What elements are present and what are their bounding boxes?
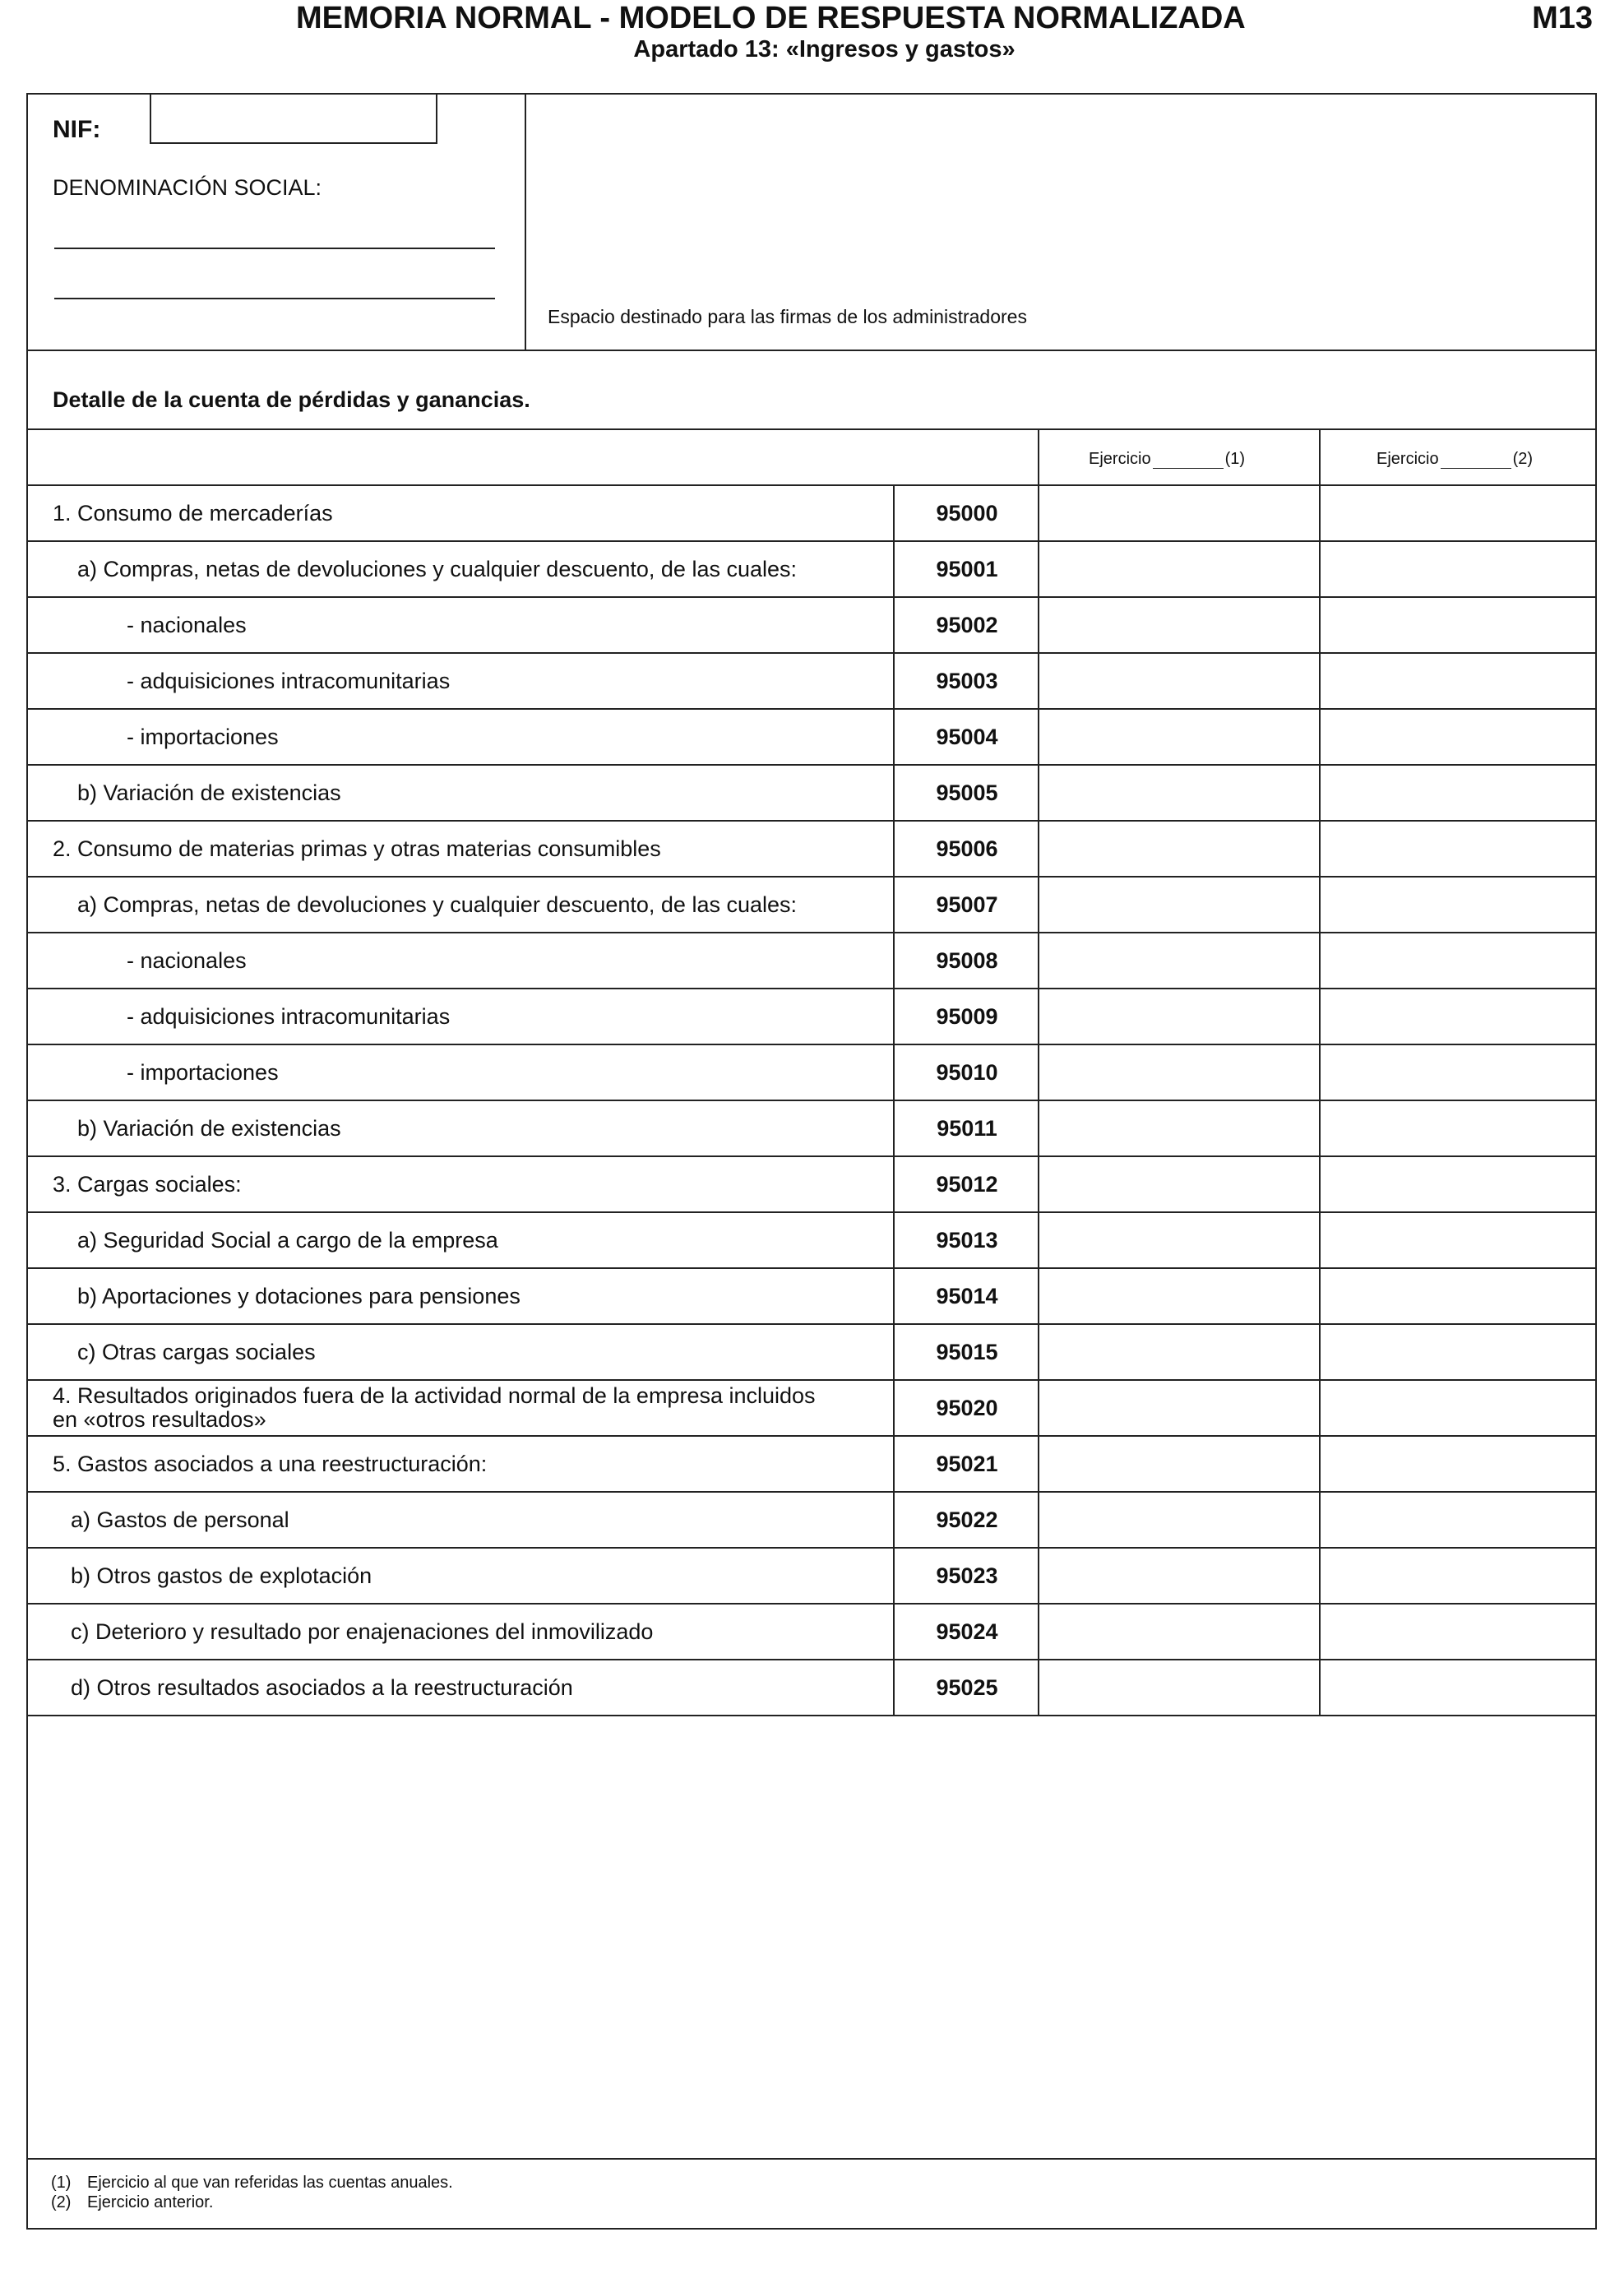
row-code: 95002 [893, 598, 1039, 652]
row-code: 95004 [893, 710, 1039, 764]
ejercicio-2-input[interactable] [1319, 766, 1595, 820]
row-label: b) Aportaciones y dotaciones para pensiones [77, 1284, 521, 1308]
table-row [28, 542, 1595, 598]
ejercicio-2-input[interactable] [1319, 1437, 1595, 1491]
table-row [28, 822, 1595, 878]
ejercicio-1-input[interactable] [1038, 542, 1321, 596]
row-label: 4. Resultados originados fuera de la actividad normal de la empresa incluidos en «otros resultados» [53, 1383, 816, 1432]
table-row [28, 654, 1595, 710]
footnote-key: (2) [51, 2193, 72, 2211]
footnote-key: (1) [51, 2174, 72, 2192]
ejercicio-2-input[interactable] [1319, 1045, 1595, 1100]
footnote [51, 2193, 453, 2212]
ejercicio-2-input[interactable] [1319, 542, 1595, 596]
page-title: MEMORIA NORMAL - MODELO DE RESPUESTA NORMALIZADA [296, 1, 1246, 35]
nif-field[interactable] [150, 93, 437, 144]
ejercicio-1-input[interactable] [1038, 1157, 1321, 1211]
ejercicio-1-input[interactable] [1038, 878, 1321, 932]
row-code: 95003 [893, 654, 1039, 708]
ejercicio-2-input[interactable] [1319, 1381, 1595, 1435]
row-code: 95023 [893, 1549, 1039, 1603]
row-label: a) Gastos de personal [71, 1507, 289, 1532]
row-code: 95006 [893, 822, 1039, 876]
table-row [28, 1101, 1595, 1157]
ejercicio-1-input[interactable] [1038, 654, 1321, 708]
column-header-ej2 [1376, 450, 1533, 469]
ejercicio-2-input[interactable] [1319, 1269, 1595, 1323]
row-label: b) Variación de existencias [77, 1116, 341, 1141]
denominacion-line-1[interactable] [54, 248, 495, 249]
table-row [28, 1381, 1595, 1437]
ejercicio-1-input[interactable] [1038, 1493, 1321, 1547]
ejercicio-2-input[interactable] [1319, 989, 1595, 1044]
ejercicio-2-input[interactable] [1319, 933, 1595, 988]
row-label: 3. Cargas sociales: [53, 1172, 242, 1197]
footer-divider [28, 2158, 1595, 2160]
ejercicio-1-input[interactable] [1038, 486, 1321, 540]
column-header-row [28, 430, 1595, 486]
row-label: b) Variación de existencias [77, 780, 341, 805]
ejercicio-1-input[interactable] [1038, 1381, 1321, 1435]
ejercicio-2-input[interactable] [1319, 1605, 1595, 1659]
row-label: - importaciones [127, 725, 279, 749]
row-label: c) Deterioro y resultado por enajenaciones del inmovilizado [71, 1619, 654, 1644]
table-row [28, 1660, 1595, 1716]
table-row [28, 1605, 1595, 1660]
row-code: 95007 [893, 878, 1039, 932]
ejercicio-2-input[interactable] [1319, 878, 1595, 932]
ejercicio-2-input[interactable] [1319, 486, 1595, 540]
ej2-note: (2) [1512, 450, 1534, 468]
row-label: - adquisiciones intracomunitarias [127, 669, 451, 693]
ejercicio-2-input[interactable] [1319, 1660, 1595, 1715]
row-code: 95000 [893, 486, 1039, 540]
row-label: - nacionales [127, 948, 247, 973]
table-row [28, 486, 1595, 542]
form-frame [26, 93, 1597, 2230]
column-header-ej1 [1089, 450, 1245, 469]
row-label: b) Otros gastos de explotación [71, 1563, 372, 1588]
identification-box [28, 95, 1595, 351]
table-row [28, 1549, 1595, 1605]
ejercicio-1-input[interactable] [1038, 933, 1321, 988]
row-code: 95014 [893, 1269, 1039, 1323]
section-title-row [28, 351, 1595, 430]
ejercicio-1-input[interactable] [1038, 1101, 1321, 1155]
signatures-label: Espacio destinado para las firmas de los administradores [548, 306, 1027, 327]
ejercicio-2-input[interactable] [1319, 1493, 1595, 1547]
ejercicio-1-input[interactable] [1038, 1325, 1321, 1379]
row-label: c) Otras cargas sociales [77, 1340, 316, 1364]
row-code: 95022 [893, 1493, 1039, 1547]
row-code: 95024 [893, 1605, 1039, 1659]
row-code: 95025 [893, 1660, 1039, 1715]
ejercicio-2-input[interactable] [1319, 1213, 1595, 1267]
ejercicio-2-input[interactable] [1319, 710, 1595, 764]
table-row [28, 1157, 1595, 1213]
ejercicio-1-input[interactable] [1038, 1045, 1321, 1100]
table-row [28, 878, 1595, 933]
table-row [28, 598, 1595, 654]
ej1-note: (1) [1224, 450, 1246, 468]
denominacion-label: DENOMINACIÓN SOCIAL: [53, 175, 322, 200]
table-row [28, 1493, 1595, 1549]
table-row [28, 989, 1595, 1045]
row-label: d) Otros resultados asociados a la reestructuración [71, 1675, 573, 1700]
ejercicio-1-input[interactable] [1038, 1269, 1321, 1323]
row-code: 95013 [893, 1213, 1039, 1267]
section-title: Detalle de la cuenta de pérdidas y ganancias. [53, 387, 530, 412]
nif-label: NIF: [53, 116, 101, 143]
ejercicio-2-input[interactable] [1319, 654, 1595, 708]
table-row [28, 1437, 1595, 1493]
ejercicio-2-input[interactable] [1319, 1325, 1595, 1379]
ejercicio-1-input[interactable] [1038, 1437, 1321, 1491]
table-row [28, 710, 1595, 766]
row-code: 95009 [893, 989, 1039, 1044]
table-row [28, 1325, 1595, 1381]
ejercicio-1-input[interactable] [1038, 1605, 1321, 1659]
ejercicio-2-input[interactable] [1319, 598, 1595, 652]
row-code: 95015 [893, 1325, 1039, 1379]
row-code: 95010 [893, 1045, 1039, 1100]
table-row [28, 933, 1595, 989]
ejercicio-1-input[interactable] [1038, 1660, 1321, 1715]
row-label: - nacionales [127, 613, 247, 637]
row-code: 95005 [893, 766, 1039, 820]
ej2-year-blank[interactable] [1441, 453, 1511, 469]
footnote-text: Ejercicio al que van referidas las cuentas anuales. [87, 2174, 453, 2192]
row-code: 95011 [893, 1101, 1039, 1155]
footnotes [51, 2173, 453, 2212]
table-row [28, 766, 1595, 822]
ej1-label: Ejercicio [1089, 450, 1151, 468]
ejercicio-2-input[interactable] [1319, 1157, 1595, 1211]
row-code: 95012 [893, 1157, 1039, 1211]
data-rows [28, 486, 1595, 1716]
row-code: 95008 [893, 933, 1039, 988]
row-label: 1. Consumo de mercaderías [53, 501, 333, 526]
ejercicio-1-input[interactable] [1038, 989, 1321, 1044]
ejercicio-1-input[interactable] [1038, 598, 1321, 652]
ejercicio-1-input[interactable] [1038, 766, 1321, 820]
ejercicio-1-input[interactable] [1038, 710, 1321, 764]
table-row [28, 1213, 1595, 1269]
ejercicio-1-input[interactable] [1038, 1549, 1321, 1603]
table-row [28, 1045, 1595, 1101]
ejercicio-2-input[interactable] [1319, 1549, 1595, 1603]
row-label: 5. Gastos asociados a una reestructuración: [53, 1452, 488, 1476]
form-code: M13 [1532, 1, 1593, 35]
ejercicio-2-input[interactable] [1319, 1101, 1595, 1155]
row-label: a) Compras, netas de devoluciones y cualquier descuento, de las cuales: [77, 557, 798, 581]
row-code: 95001 [893, 542, 1039, 596]
ej1-year-blank[interactable] [1153, 453, 1224, 469]
denominacion-line-2[interactable] [54, 298, 495, 299]
page-subtitle: Apartado 13: «Ingresos y gastos» [633, 36, 1016, 63]
ej2-label: Ejercicio [1376, 450, 1439, 468]
row-label: a) Seguridad Social a cargo de la empresa [77, 1228, 498, 1253]
row-label: - importaciones [127, 1060, 279, 1085]
ejercicio-2-input[interactable] [1319, 822, 1595, 876]
row-label: - adquisiciones intracomunitarias [127, 1004, 451, 1029]
footnote-text: Ejercicio anterior. [87, 2193, 214, 2211]
company-id-area [28, 95, 526, 350]
page-header [0, 0, 1624, 39]
footnote [51, 2173, 453, 2193]
row-code: 95021 [893, 1437, 1039, 1491]
ejercicio-1-input[interactable] [1038, 822, 1321, 876]
row-code: 95020 [893, 1381, 1039, 1435]
row-label: a) Compras, netas de devoluciones y cualquier descuento, de las cuales: [77, 892, 798, 917]
table-row [28, 1269, 1595, 1325]
row-label: 2. Consumo de materias primas y otras materias consumibles [53, 836, 661, 861]
ejercicio-1-input[interactable] [1038, 1213, 1321, 1267]
